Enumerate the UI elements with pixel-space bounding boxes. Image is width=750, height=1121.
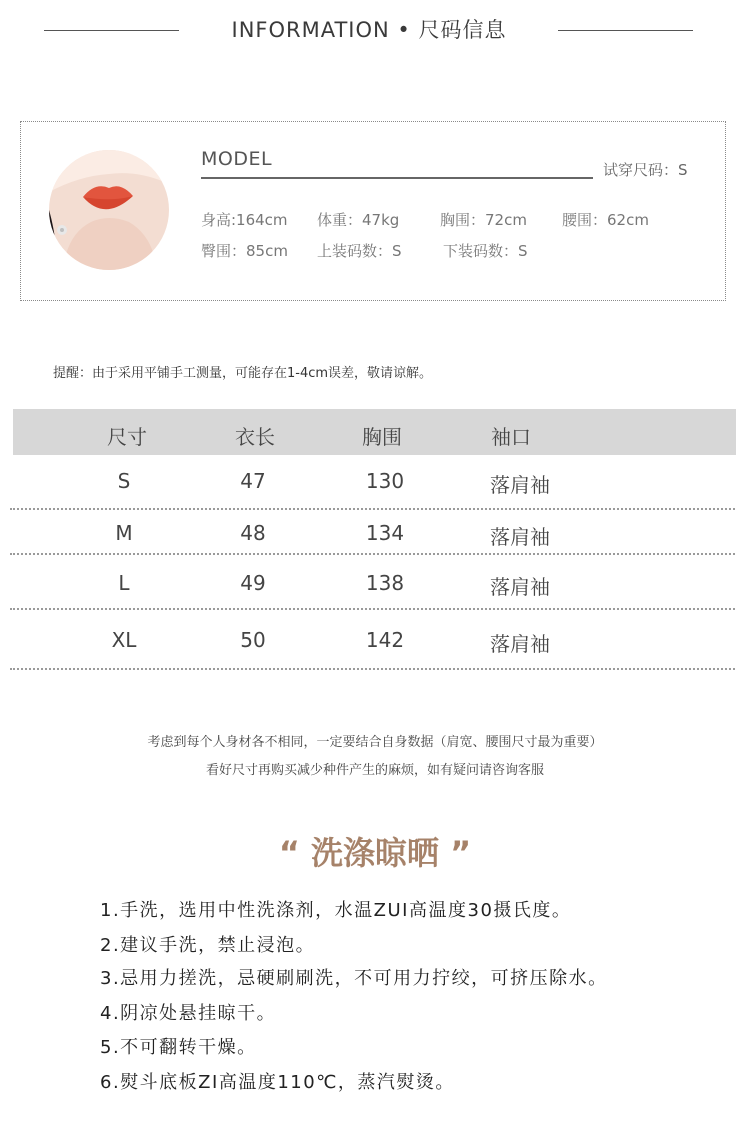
row-divider [10,668,735,670]
section-title: INFORMATION • 尺码信息 [231,18,507,42]
cell-bust: 138 [365,571,405,595]
row-divider [10,508,735,510]
row-divider [10,553,735,555]
stat-bottom-size: 下装码数：S [443,242,528,260]
model-label: MODEL [201,148,273,170]
cell-length: 47 [240,469,266,493]
header-sleeve: 袖口 [491,425,531,449]
cell-sleeve: 落肩袖 [490,473,550,497]
wash-item: 3.忌用力搓洗，忌硬刷刷洗，不可用力拧绞，可挤压除水。 [100,968,608,989]
header-length: 衣长 [235,425,275,449]
size-table-header [13,409,736,455]
wash-item: 1.手洗，选用中性洗涤剂，水温ZUI高温度30摄氏度。 [100,900,572,921]
stat-weight: 体重：47kg [317,211,400,229]
header-bust: 胸围 [362,425,402,449]
row-divider [10,608,735,610]
cell-size: XL [111,628,137,652]
cell-sleeve: 落肩袖 [490,632,550,656]
cell-size: M [115,521,133,545]
wash-item: 5.不可翻转干燥。 [100,1037,257,1058]
stat-waist: 腰围：62cm [562,211,649,229]
cell-bust: 130 [365,469,405,493]
cell-sleeve: 落肩袖 [490,575,550,599]
stat-height: 身高:164cm [201,211,288,229]
cell-length: 48 [240,521,266,545]
wash-item: 4.阴凉处悬挂晾干。 [100,1003,277,1024]
stat-top-size: 上装码数：S [317,242,402,260]
cell-length: 50 [240,628,266,652]
stat-bust: 胸围：72cm [440,211,527,229]
wash-item: 6.熨斗底板ZI高温度110℃，蒸汽熨烫。 [100,1072,455,1093]
advice-line: 考虑到每个人身材各不相同，一定要结合自身数据（肩宽、腰围尺寸最为重要） [147,735,603,750]
header-divider-right [558,30,693,31]
model-photo [49,150,169,270]
stat-hip: 臀围：85cm [201,242,288,260]
cell-length: 49 [240,571,266,595]
cell-size: L [118,571,130,595]
cell-bust: 134 [365,521,405,545]
header-size: 尺寸 [107,425,147,449]
tried-size: 试穿尺码：S [603,161,688,179]
measurement-note: 提醒：由于采用平铺手工测量，可能存在1-4cm误差，敬请谅解。 [53,366,433,381]
cell-size: S [117,469,131,493]
cell-sleeve: 落肩袖 [490,525,550,549]
model-avatar [49,150,169,270]
model-info-card [20,121,726,301]
advice-line: 看好尺寸再购买减少种件产生的麻烦，如有疑问请咨询客服 [205,763,544,778]
wash-item: 2.建议手洗，禁止浸泡。 [100,935,316,956]
cell-bust: 142 [365,628,405,652]
header-divider-left [44,30,179,31]
wash-section-title: “ 洗涤晾晒 ” [278,834,472,872]
model-underline [201,177,593,179]
